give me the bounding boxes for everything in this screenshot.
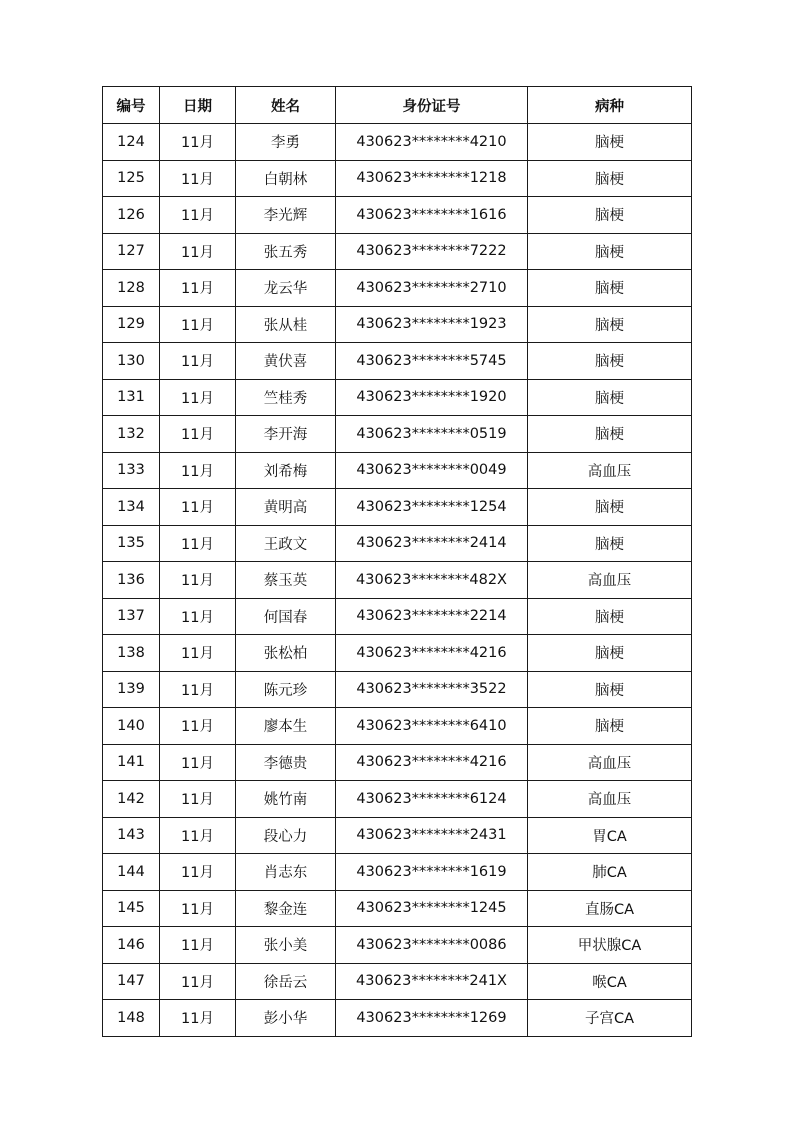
- cell-disease: 脑梗: [528, 416, 692, 453]
- cell-number: 131: [103, 379, 160, 416]
- cell-id-number: 430623********4210: [336, 124, 528, 161]
- cell-date: 11月: [160, 708, 236, 745]
- cell-disease: 脑梗: [528, 124, 692, 161]
- cell-date: 11月: [160, 635, 236, 672]
- cell-number: 128: [103, 270, 160, 307]
- cell-number: 137: [103, 598, 160, 635]
- cell-disease: 脑梗: [528, 708, 692, 745]
- cell-number: 145: [103, 890, 160, 927]
- cell-name: 黄伏喜: [236, 343, 336, 380]
- cell-number: 130: [103, 343, 160, 380]
- table-row: [103, 343, 692, 380]
- patient-table-container: [102, 86, 691, 1037]
- cell-id-number: 430623********2431: [336, 817, 528, 854]
- cell-id-number: 430623********1254: [336, 489, 528, 526]
- cell-date: 11月: [160, 963, 236, 1000]
- cell-date: 11月: [160, 416, 236, 453]
- cell-disease: 高血压: [528, 781, 692, 818]
- cell-disease: 脑梗: [528, 525, 692, 562]
- cell-id-number: 430623********1619: [336, 854, 528, 891]
- table-row: [103, 635, 692, 672]
- cell-name: 张小美: [236, 927, 336, 964]
- cell-name: 张五秀: [236, 233, 336, 270]
- cell-disease: 脑梗: [528, 379, 692, 416]
- cell-disease: 脑梗: [528, 233, 692, 270]
- cell-disease: 高血压: [528, 744, 692, 781]
- cell-name: 廖本生: [236, 708, 336, 745]
- cell-number: 134: [103, 489, 160, 526]
- cell-name: 蔡玉英: [236, 562, 336, 599]
- cell-date: 11月: [160, 270, 236, 307]
- cell-name: 李开海: [236, 416, 336, 453]
- cell-name: 彭小华: [236, 1000, 336, 1037]
- cell-number: 135: [103, 525, 160, 562]
- cell-number: 147: [103, 963, 160, 1000]
- cell-name: 姚竹南: [236, 781, 336, 818]
- cell-id-number: 430623********6410: [336, 708, 528, 745]
- table-row: [103, 817, 692, 854]
- table-row: [103, 744, 692, 781]
- cell-id-number: 430623********0086: [336, 927, 528, 964]
- cell-id-number: 430623********241X: [336, 963, 528, 1000]
- cell-date: 11月: [160, 379, 236, 416]
- cell-date: 11月: [160, 452, 236, 489]
- cell-number: 133: [103, 452, 160, 489]
- cell-disease: 胃CA: [528, 817, 692, 854]
- cell-name: 刘希梅: [236, 452, 336, 489]
- cell-name: 龙云华: [236, 270, 336, 307]
- cell-date: 11月: [160, 233, 236, 270]
- cell-disease: 脑梗: [528, 270, 692, 307]
- table-row: [103, 160, 692, 197]
- cell-disease: 肺CA: [528, 854, 692, 891]
- table-row: [103, 379, 692, 416]
- cell-id-number: 430623********2710: [336, 270, 528, 307]
- cell-name: 张从桂: [236, 306, 336, 343]
- cell-number: 142: [103, 781, 160, 818]
- cell-name: 竺桂秀: [236, 379, 336, 416]
- header-id-number: 身份证号: [336, 87, 528, 124]
- table-row: [103, 854, 692, 891]
- cell-name: 李光辉: [236, 197, 336, 234]
- table-header-row: [103, 87, 692, 124]
- cell-name: 白朝林: [236, 160, 336, 197]
- cell-id-number: 430623********4216: [336, 635, 528, 672]
- cell-disease: 脑梗: [528, 197, 692, 234]
- cell-name: 陈元珍: [236, 671, 336, 708]
- cell-number: 141: [103, 744, 160, 781]
- cell-name: 肖志东: [236, 854, 336, 891]
- cell-disease: 脑梗: [528, 489, 692, 526]
- cell-name: 黄明高: [236, 489, 336, 526]
- cell-date: 11月: [160, 1000, 236, 1037]
- table-row: [103, 963, 692, 1000]
- cell-date: 11月: [160, 197, 236, 234]
- cell-number: 127: [103, 233, 160, 270]
- cell-number: 140: [103, 708, 160, 745]
- table-row: [103, 890, 692, 927]
- cell-number: 125: [103, 160, 160, 197]
- cell-number: 126: [103, 197, 160, 234]
- cell-number: 132: [103, 416, 160, 453]
- cell-disease: 脑梗: [528, 306, 692, 343]
- table-row: [103, 416, 692, 453]
- table-row: [103, 598, 692, 635]
- cell-id-number: 430623********2214: [336, 598, 528, 635]
- table-row: [103, 124, 692, 161]
- table-row: [103, 671, 692, 708]
- patient-table: [102, 86, 692, 1037]
- cell-date: 11月: [160, 525, 236, 562]
- cell-id-number: 430623********1920: [336, 379, 528, 416]
- cell-disease: 直肠CA: [528, 890, 692, 927]
- cell-number: 124: [103, 124, 160, 161]
- cell-disease: 高血压: [528, 562, 692, 599]
- cell-disease: 脑梗: [528, 671, 692, 708]
- cell-date: 11月: [160, 124, 236, 161]
- cell-name: 黎金连: [236, 890, 336, 927]
- cell-date: 11月: [160, 343, 236, 380]
- cell-name: 王政文: [236, 525, 336, 562]
- table-row: [103, 781, 692, 818]
- cell-name: 张松柏: [236, 635, 336, 672]
- cell-disease: 脑梗: [528, 160, 692, 197]
- cell-number: 148: [103, 1000, 160, 1037]
- cell-name: 李勇: [236, 124, 336, 161]
- cell-disease: 高血压: [528, 452, 692, 489]
- cell-number: 144: [103, 854, 160, 891]
- cell-id-number: 430623********4216: [336, 744, 528, 781]
- cell-date: 11月: [160, 744, 236, 781]
- header-number: 编号: [103, 87, 160, 124]
- cell-id-number: 430623********1218: [336, 160, 528, 197]
- table-row: [103, 306, 692, 343]
- cell-id-number: 430623********3522: [336, 671, 528, 708]
- table-row: [103, 452, 692, 489]
- cell-disease: 子宫CA: [528, 1000, 692, 1037]
- table-row: [103, 562, 692, 599]
- cell-disease: 甲状腺CA: [528, 927, 692, 964]
- table-row: [103, 708, 692, 745]
- cell-number: 129: [103, 306, 160, 343]
- cell-id-number: 430623********0519: [336, 416, 528, 453]
- cell-id-number: 430623********5745: [336, 343, 528, 380]
- cell-id-number: 430623********2414: [336, 525, 528, 562]
- cell-disease: 喉CA: [528, 963, 692, 1000]
- cell-date: 11月: [160, 598, 236, 635]
- cell-disease: 脑梗: [528, 635, 692, 672]
- cell-id-number: 430623********482X: [336, 562, 528, 599]
- cell-name: 李德贵: [236, 744, 336, 781]
- cell-id-number: 430623********6124: [336, 781, 528, 818]
- table-row: [103, 1000, 692, 1037]
- table-row: [103, 233, 692, 270]
- cell-id-number: 430623********7222: [336, 233, 528, 270]
- cell-date: 11月: [160, 306, 236, 343]
- cell-date: 11月: [160, 160, 236, 197]
- cell-name: 何国春: [236, 598, 336, 635]
- cell-id-number: 430623********1245: [336, 890, 528, 927]
- cell-number: 139: [103, 671, 160, 708]
- header-disease: 病种: [528, 87, 692, 124]
- cell-number: 146: [103, 927, 160, 964]
- cell-disease: 脑梗: [528, 598, 692, 635]
- cell-date: 11月: [160, 890, 236, 927]
- header-date: 日期: [160, 87, 236, 124]
- cell-number: 136: [103, 562, 160, 599]
- table-row: [103, 270, 692, 307]
- table-row: [103, 197, 692, 234]
- cell-number: 138: [103, 635, 160, 672]
- cell-id-number: 430623********0049: [336, 452, 528, 489]
- cell-id-number: 430623********1269: [336, 1000, 528, 1037]
- cell-disease: 脑梗: [528, 343, 692, 380]
- cell-name: 段心力: [236, 817, 336, 854]
- cell-date: 11月: [160, 562, 236, 599]
- cell-id-number: 430623********1616: [336, 197, 528, 234]
- table-row: [103, 525, 692, 562]
- table-row: [103, 927, 692, 964]
- cell-date: 11月: [160, 817, 236, 854]
- cell-number: 143: [103, 817, 160, 854]
- cell-date: 11月: [160, 781, 236, 818]
- cell-name: 徐岳云: [236, 963, 336, 1000]
- table-row: [103, 489, 692, 526]
- header-name: 姓名: [236, 87, 336, 124]
- cell-date: 11月: [160, 927, 236, 964]
- cell-date: 11月: [160, 671, 236, 708]
- cell-date: 11月: [160, 854, 236, 891]
- cell-date: 11月: [160, 489, 236, 526]
- table-body: [103, 124, 692, 1037]
- cell-id-number: 430623********1923: [336, 306, 528, 343]
